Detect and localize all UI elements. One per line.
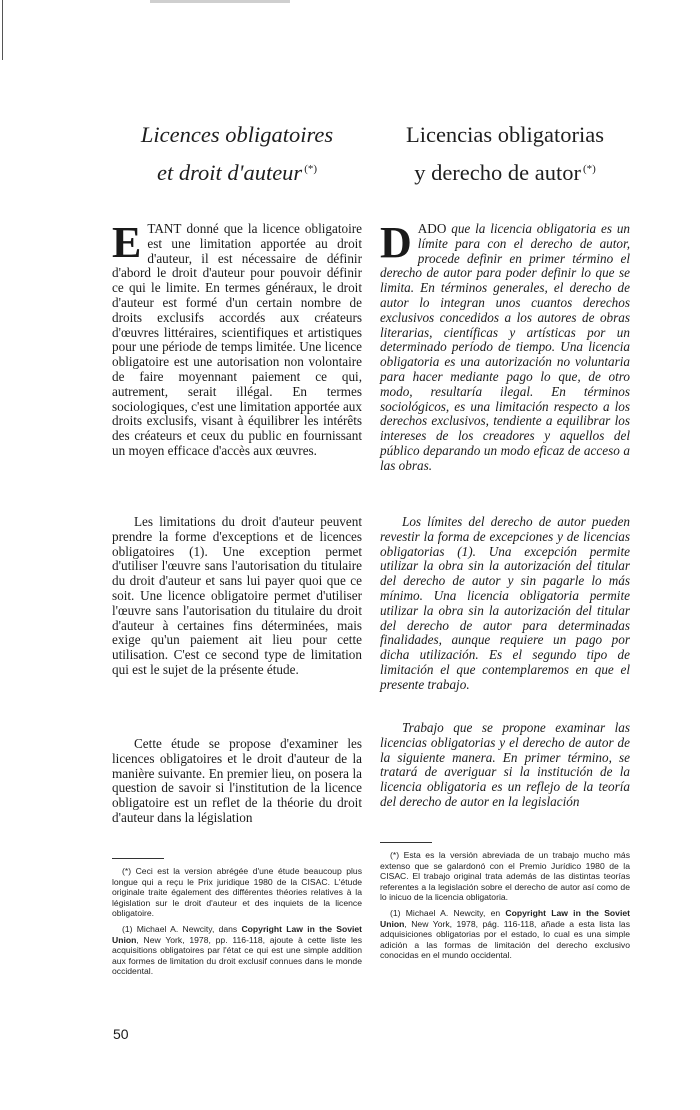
fr-p1-text: donné que la licence obligatoire est une limitation apportée au droit d'auteur, il est nécessaire de définir d'abord le droit d'auteur pour pouvoir définir ce qui le limite. En termes généraux, le droit d'auteur est formé d'un certain nombre de droits exclusifs accordés aux créateurs d'œuvres littéraires, scientifiques et artistiques pour une période de temps limitée. Une licence obligatoire est une autorisation non volontaire de faire moyennant paiement ce qui, autrement, serait illégal. En termes sociologiques, c'est une limitation apportée aux droits exclusifs, visant à équilibrer les intérêts des créateurs et ceux du public en fournissant un moyen efficace d'accès aux œuvres. [112, 221, 363, 458]
es-paragraph-1 [380, 218, 631, 474]
fr-paragraph-2 [112, 515, 362, 678]
es-lead-word: ADO [417, 221, 447, 236]
page-edge-line [2, 0, 3, 60]
top-scan-mark [150, 0, 290, 3]
fr-dropcap: E [112, 218, 142, 267]
es-p2-text: Los límites del derecho de autor pueden revestir la forma de excepciones y de licencias obligatorias (1). Una excepción permite utilizar la obra sin la autorización del titular del derecho de autor y sin pagarle lo más mínimo. Una licencia obligatoria permite utilizar la obra sin la autorización del titular del derecho de autor para determinadas finalidades, aunque requiere un pago por dicha utilización. Es el segundo tipo de limitación el que contemplaremos en que el presente trabajo. [380, 514, 630, 692]
fr-lead-word: TANT [147, 221, 182, 236]
title-fr-line1: Licences obligatoires [140, 122, 334, 147]
es-paragraph-2 [380, 515, 630, 693]
fr-footnotes [112, 866, 362, 982]
es-paragraph-3 [380, 721, 630, 810]
title-french [112, 118, 362, 208]
fr-footnote-1: (*) Ceci est la version abrégée d'une étude beaucoup plus longue qui a reçu le Prix juridique 1980 de la CISAC. L'étude originale traite également des différentes théories relatives à la législation sur le droit d'auteur et des inquiets de la licence obligatoire. [112, 866, 363, 919]
fr-footnote-2: (1) Michael A. Newcity, dans Copyright Law in the Soviet Union, New York, 1978, pp. 116-118, ajoute à cette liste les acquisitions obligatoires par l'état ce qui est une simple addition aux formes de limitation du droit exclusif connues dans le monde occidental. [112, 923, 363, 977]
page-number: 50 [113, 1026, 129, 1042]
title-fr-line2: et droit d'auteur [156, 160, 303, 185]
title-fr-footnote-mark: (*) [304, 163, 318, 175]
es-footnote-rule [380, 842, 432, 843]
es-footnotes [380, 850, 630, 966]
fr-footnote-rule [112, 858, 164, 859]
es-footnote-1: (*) Esta es la versión abreviada de un trabajo mucho más extenso que se galardonó con el Premio Jurídico 1980 de la CISAC. El trabajo original trata además de las distintas teorías referentes a la legislación sobre el derecho de autor así como de lo inicuo de la licencia obligatoria. [380, 850, 630, 903]
title-es-footnote-mark: (*) [582, 163, 596, 175]
fr-paragraph-1 [112, 218, 363, 459]
es-p3-text: Trabajo que se propone examinar las licencias obligatorias y el derecho de autor de la siguiente manera. En primer término, se tratará de averiguar si la institución de la licencia obligatoria es un reflejo de la teoría del derecho de autor en la legislación [380, 720, 630, 809]
es-p1-text: que la licencia obligatoria es un límite para con el derecho de autor, procede definir en primer término el derecho de autor para poder definir lo que se limita. En términos generales, el derecho de autor lo integran unos cuantos derechos exclusivos concedidos a los autores de obras literarias, científicas y artísticas por un determinado período de tiempo. Una licencia obligatoria es una autorización no voluntaria para hacer mediante pago lo que, de otro modo, resultaría ilegal. En términos sociológicos, es una limitación respecto a los derechos exclusivos, tendiente a equilibrar los intereses de los creadores y aquellos del público deparando un modo eficaz de acceso a las obras. [380, 221, 631, 473]
es-footnote-2: (1) Michael A. Newcity, en Copyright Law in the Soviet Union, New York, 1978, pág. 116-118, añade a esta lista las adquisiciones obligatorias por el estado, lo cual es una simple adición a las formas de limitación del derecho exclusivo conocidas en el mundo occidental. [380, 907, 630, 961]
fr-paragraph-3 [112, 737, 362, 826]
title-spanish [380, 118, 630, 208]
es-dropcap: D [380, 218, 412, 267]
title-es-line2: y derecho de autor [414, 160, 581, 185]
title-es-line1: Licencias obligatorias [405, 122, 605, 147]
fr-p3-text: Cette étude se propose d'examiner les licences obligatoires et le droit d'auteur de la manière suivante. En premier lieu, on posera la question de savoir si l'institution de la licence obligatoire est un reflet de la théorie du droit d'auteur dans la législation [112, 736, 362, 825]
fr-p2-text: Les limitations du droit d'auteur peuvent prendre la forme d'exceptions et de licences obligatoires (1). Une exception permet d'utiliser l'œuvre sans l'autorisation du titulaire du droit d'auteur et sans lui payer quoi que ce soit. Une licence obligatoire permet d'utiliser l'œuvre sans l'autorisation du titulaire du droit d'auteur à certaines fins déterminées, mais exige qu'un paiement ait lieu pour cette utilisation. C'est ce second type de limitation qui est le sujet de la présente étude. [112, 514, 362, 677]
